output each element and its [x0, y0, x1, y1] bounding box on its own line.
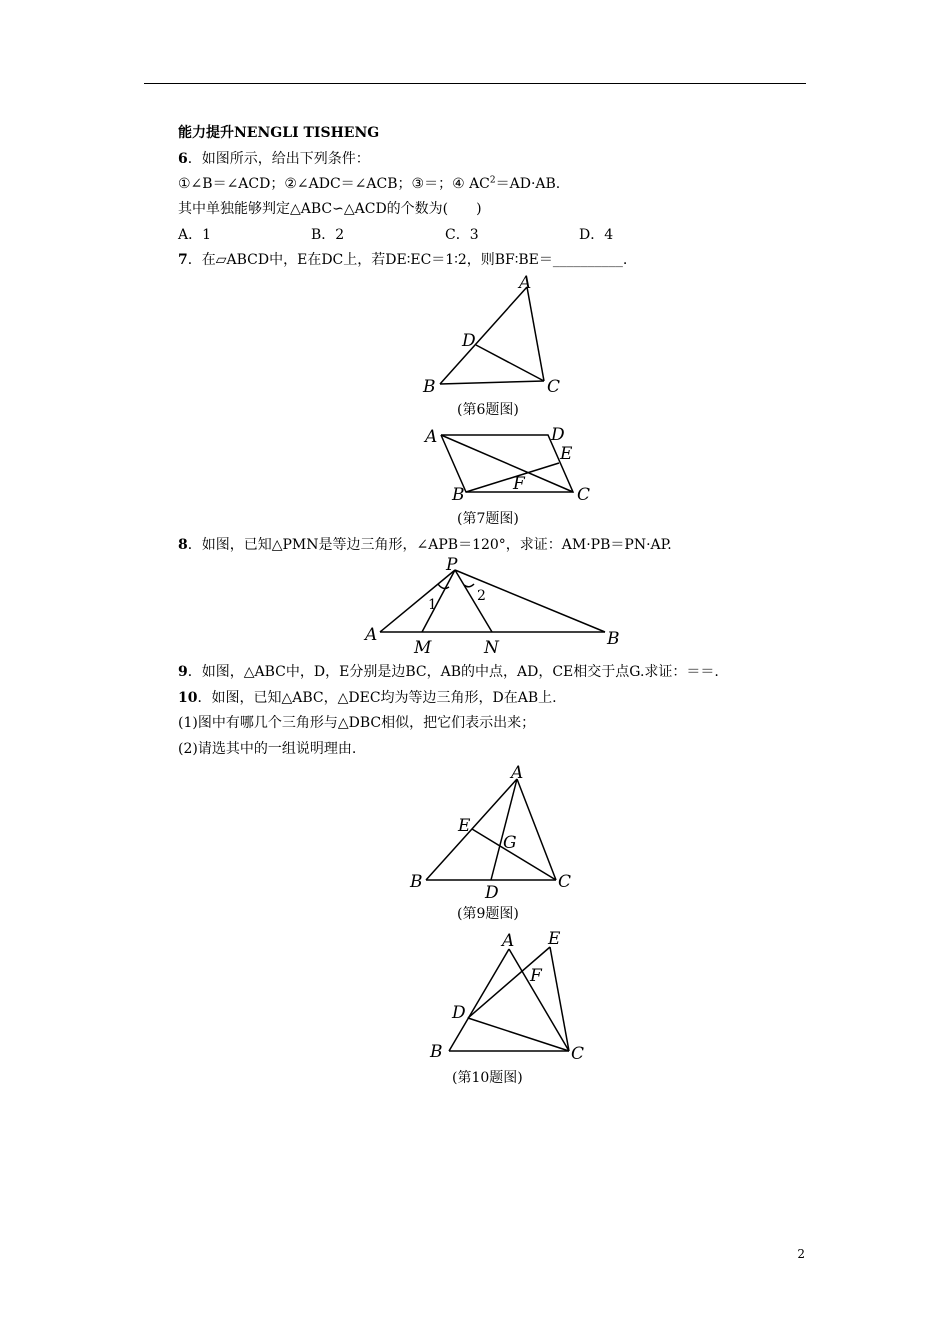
- fig10-edge-ab: [449, 949, 509, 1051]
- fig8-label-n: N: [484, 638, 499, 658]
- figure-8: [360, 556, 630, 656]
- q8-text-body: ．如图，已知△PMN是等边三角形，∠APB＝120°，求证：AM·PB＝PN·AP.: [187, 537, 672, 553]
- fig9-label-g: G: [503, 833, 517, 853]
- section-title: 能力提升NENGLI TISHENG: [178, 125, 380, 141]
- fig8-label-p: P: [446, 555, 458, 575]
- fig7-label-e: E: [560, 444, 573, 464]
- page-number: 2: [797, 1247, 805, 1261]
- figure-9: [400, 760, 580, 903]
- fig10-label-a: A: [502, 931, 515, 951]
- fig9-edge-ac: [517, 779, 556, 880]
- fig9-caption: (第9题图): [457, 906, 519, 922]
- header-rule: [144, 83, 806, 84]
- q8-number: 8: [178, 537, 188, 553]
- q10-text-body: ．如图，已知△ABC，△DEC均为等边三角形，D在AB上.: [197, 690, 557, 706]
- q10-part2: (2)请选其中的一组说明理由.: [178, 741, 357, 757]
- fig6-edge-ab: [440, 287, 527, 384]
- fig7-label-f: F: [513, 474, 525, 494]
- fig8-segment-pm: [422, 570, 455, 632]
- fig8-segment-pn: [455, 570, 492, 632]
- q6-option-a: A．1: [178, 227, 212, 243]
- q7-text: [178, 251, 627, 269]
- q6-option-b: B．2: [311, 227, 345, 243]
- fig7-caption: (第7题图): [457, 511, 519, 527]
- figure-7: [420, 423, 600, 508]
- figure-6: [410, 270, 580, 400]
- q6-option-c: C．3: [445, 227, 479, 243]
- q6-number: 6: [178, 151, 188, 167]
- fig6-label-c: C: [547, 377, 561, 397]
- q6-conditions-sup: 2: [489, 175, 496, 186]
- q10-number: 10: [178, 690, 198, 706]
- q9-number: 9: [178, 664, 188, 680]
- q6-stem: [178, 150, 370, 168]
- q6-question: 其中单独能够判定△ABC∽△ACD的个数为( ): [178, 201, 482, 217]
- fig6-label-b: B: [423, 377, 436, 397]
- fig6-label-d: D: [462, 331, 476, 351]
- fig6-edge-ac: [527, 287, 544, 381]
- fig10-caption: (第10题图): [452, 1070, 523, 1086]
- fig10-label-b: B: [430, 1042, 443, 1062]
- fig8-label-a: A: [365, 625, 378, 645]
- q6-conditions-a: ①∠B＝∠ACD；②∠ADC＝∠ACB；③＝；④ AC: [178, 176, 490, 192]
- fig7-label-d: D: [551, 425, 565, 445]
- fig7-label-b: B: [452, 485, 465, 505]
- fig9-label-d: D: [485, 883, 499, 903]
- fig6-segment-dc: [476, 345, 544, 381]
- fig9-label-e: E: [458, 816, 471, 836]
- fig8-angle2-arc: [464, 584, 474, 587]
- fig6-label-a: A: [519, 273, 532, 293]
- q7-number: 7: [178, 252, 188, 268]
- q10-text: [178, 689, 557, 707]
- fig10-edge-dc: [468, 1018, 569, 1051]
- fig9-label-c: C: [558, 872, 572, 892]
- fig9-label-a: A: [511, 763, 524, 783]
- fig6-edge-bc: [440, 381, 544, 384]
- q6-conditions: [178, 175, 560, 193]
- q9-text-body: ．如图，△ABC中，D，E分别是边BC，AB的中点，AD，CE相交于点G.求证：＝＝.: [187, 664, 719, 680]
- fig10-label-e: E: [548, 929, 561, 949]
- fig10-label-d: D: [452, 1003, 466, 1023]
- q7-text-body: ．在▱ABCD中，E在DC上，若DE∶EC＝1∶2，则BF∶BE＝__________.: [187, 252, 628, 268]
- fig8-label-angle1: 1: [428, 597, 437, 613]
- figure-10: [420, 925, 600, 1065]
- fig6-caption: (第6题图): [457, 402, 519, 418]
- fig8-label-b: B: [607, 629, 620, 649]
- fig7-label-a: A: [425, 427, 438, 447]
- q6-conditions-b: ＝AD·AB.: [495, 176, 561, 192]
- q6-stem-text: ．如图所示，给出下列条件：: [187, 151, 370, 167]
- q10-part1: (1)图中有哪几个三角形与△DBC相似，把它们表示出来；: [178, 715, 536, 731]
- fig10-label-c: C: [571, 1044, 585, 1064]
- fig8-label-m: M: [414, 638, 432, 658]
- fig10-label-f: F: [530, 966, 542, 986]
- q6-option-d: D．4: [579, 227, 614, 243]
- fig9-label-b: B: [410, 872, 423, 892]
- q8-text: [178, 536, 672, 554]
- fig8-label-angle2: 2: [477, 588, 486, 604]
- fig7-label-c: C: [577, 485, 591, 505]
- fig8-segment-pa: [380, 570, 455, 632]
- q9-text: [178, 663, 719, 681]
